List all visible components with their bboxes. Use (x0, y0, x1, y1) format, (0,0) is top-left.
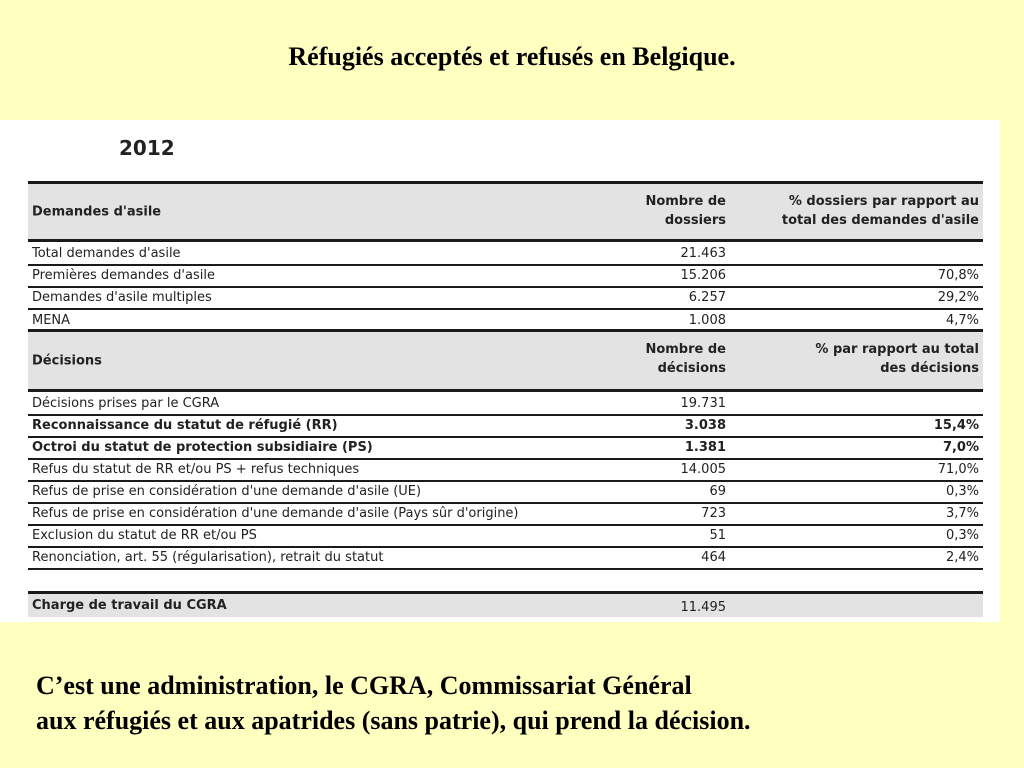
table-row: Octroi du statut de protection subsidiaire (PS) 1.381 7,0% (28, 438, 983, 460)
table-row: Reconnaissance du statut de réfugié (RR) 3.038 15,4% (28, 416, 983, 438)
table-row: Renonciation, art. 55 (régularisation), retrait du statut 464 2,4% (28, 548, 983, 570)
slide-title: Réfugiés acceptés et refusés en Belgique. (288, 42, 736, 71)
caption-text: C’est une administration, le CGRA, Commissariat Général aux réfugiés et aux apatrides (sans patrie), qui prend la décision. (36, 671, 751, 735)
table-row: Demandes d'asile multiples 6.257 29,2% (28, 288, 983, 310)
table-footer-value: 11.495 (680, 600, 726, 615)
table-row: Refus de prise en considération d'une demande d'asile (UE) 69 0,3% (28, 482, 983, 504)
table-row: Premières demandes d'asile 15.206 70,8% (28, 266, 983, 288)
column-header-count: Nombre de décisions (645, 342, 726, 376)
column-header-count: Nombre de dossiers (645, 194, 726, 228)
table-year: 2012 (119, 136, 175, 160)
column-header-percent: % par rapport au total des décisions (815, 342, 979, 376)
table-footer-row: Charge de travail du CGRA (28, 591, 983, 617)
section-header-demandes (28, 181, 983, 242)
table-row: Total demandes d'asile 21.463 (28, 244, 983, 266)
statistics-table (0, 120, 1000, 622)
section-header-label: Décisions (32, 353, 102, 368)
section-header-label: Demandes d'asile (32, 204, 162, 219)
column-header-percent: % dossiers par rapport au total des demandes d'asile (781, 194, 979, 228)
section-header-decisions (28, 329, 983, 392)
table-row: Décisions prises par le CGRA 19.731 (28, 394, 983, 416)
table-row: MENA 1.008 4,7% (32, 313, 979, 328)
table-row: Refus de prise en considération d'une demande d'asile (Pays sûr d'origine) 723 3,7% (28, 504, 983, 526)
table-row: Exclusion du statut de RR et/ou PS 51 0,3% (28, 526, 983, 548)
table-row: Refus du statut de RR et/ou PS + refus techniques 14.005 71,0% (28, 460, 983, 482)
